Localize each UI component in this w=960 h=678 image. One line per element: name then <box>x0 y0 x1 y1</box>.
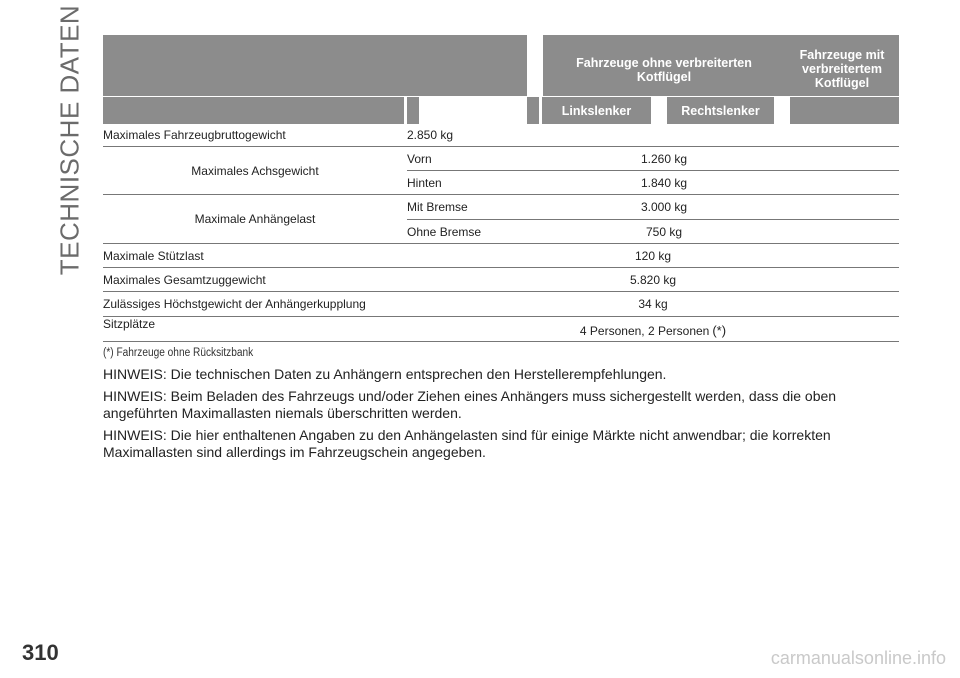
header-group-with-line2: verbreitertem <box>802 62 882 76</box>
header-group-with-line1: Fahrzeuge mit <box>799 48 885 62</box>
value-seats-marker: (*) <box>712 322 727 338</box>
label-max-trailer-load: Maximale Anhängelast <box>194 212 316 226</box>
header2-blank-d <box>790 97 899 124</box>
header-blank-left <box>103 35 527 96</box>
label-max-tongue-load: Maximale Stützlast <box>103 248 204 263</box>
value-max-hitch-weight: 34 kg <box>638 297 668 311</box>
label-max-axle-weight: Maximales Achsgewicht <box>191 163 319 178</box>
header-group-without-line2: Kotflügel <box>636 70 692 84</box>
row-max-gross-weight <box>103 123 899 147</box>
note-paragraph-3: HINWEIS: Die hier enthaltenen Angaben zu den Anhängelasten sind für einige Märkte nicht anwendbar; die korrekten Maximallasten sind allerdings im Fahrzeugschein angegeben. <box>103 427 831 460</box>
row-max-trailer-load <box>103 195 899 244</box>
note-paragraph-2: HINWEIS: Beim Beladen des Fahrzeugs und/oder Ziehen eines Anhängers muss sichergestellt werden, dass die oben angeführten Maximallasten niemals überschritten werden. <box>103 388 837 421</box>
trailer-unbraked-value: 750 kg <box>645 224 683 239</box>
value-max-gross-weight: 2.850 kg <box>407 127 454 142</box>
trailer-braked-label: Mit Bremse <box>407 200 468 214</box>
header2-gap-b <box>419 97 527 124</box>
axle-front-label: Vorn <box>407 151 432 166</box>
label-max-gross-weight: Maximales Fahrzeugbruttogewicht <box>103 127 286 142</box>
header-group-without <box>543 35 785 96</box>
label-seats: Sitzplätze <box>103 317 156 331</box>
table-footnote: (*) Fahrzeuge ohne Rücksitzbank <box>103 347 254 359</box>
value-max-tongue-load: 120 kg <box>634 248 672 263</box>
row-max-tongue-load <box>103 244 899 268</box>
axle-rear-value: 1.840 kg <box>640 175 688 190</box>
trailer-unbraked-label: Ohne Bremse <box>407 224 482 239</box>
note-paragraph-1: HINWEIS: Die technischen Daten zu Anhängern entsprechen den Herstellerempfehlungen. <box>103 366 667 382</box>
value-max-train-weight: 5.820 kg <box>629 272 677 287</box>
label-max-hitch-weight: Zulässiges Höchstgewicht der Anhängerkupplung <box>103 297 366 311</box>
header-group-with-line3: Kotflügel <box>814 76 870 90</box>
row-max-axle-weight <box>103 147 899 195</box>
header-right-hand: Rechtslenker <box>667 97 774 124</box>
row-max-hitch-weight <box>103 292 899 317</box>
value-seats <box>407 321 899 341</box>
trailer-braked-value: 3.000 kg <box>640 200 688 214</box>
header2-blank-a <box>103 97 404 124</box>
section-title-text: TECHNISCHE DATEN <box>54 4 85 276</box>
notes-block <box>103 366 863 466</box>
axle-rear-label: Hinten <box>407 175 442 190</box>
header-gap <box>527 35 543 96</box>
header2-gap-e <box>774 97 790 124</box>
header2-blank-c <box>527 97 539 124</box>
table-header-row-2 <box>103 96 899 123</box>
header-left-hand: Linkslenker <box>542 97 651 124</box>
row-max-train-weight <box>103 268 899 292</box>
table-header-row-1 <box>103 35 899 96</box>
section-title <box>40 4 100 276</box>
spec-table <box>103 35 899 342</box>
page-number: 310 <box>22 640 59 665</box>
header2-gap-d <box>651 97 667 124</box>
header-group-with <box>785 35 899 96</box>
value-seats-text: 4 Personen, 2 Personen <box>579 324 710 338</box>
header-group-without-line1: Fahrzeuge ohne verbreiterten <box>576 56 752 70</box>
watermark: carmanualsonline.info <box>770 648 946 668</box>
label-max-train-weight: Maximales Gesamtzuggewicht <box>103 272 266 287</box>
axle-front-value: 1.260 kg <box>640 151 688 166</box>
header2-blank-b <box>407 97 419 124</box>
row-seats <box>103 317 899 342</box>
